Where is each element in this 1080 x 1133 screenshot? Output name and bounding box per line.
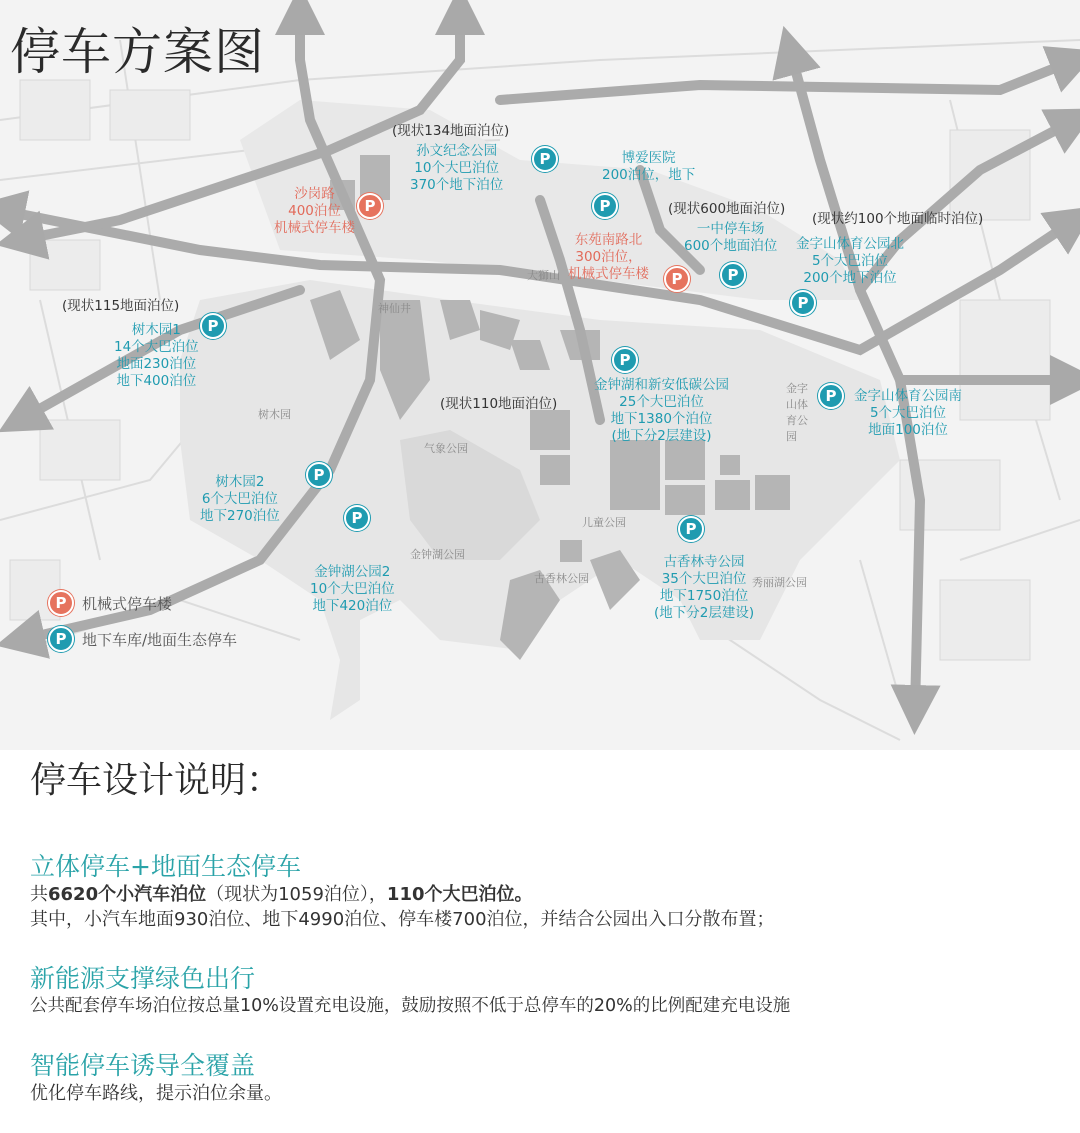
legend-label: 地下车库/地面生态停车 bbox=[82, 630, 238, 649]
parking-blue-icon[interactable]: P bbox=[306, 462, 332, 488]
shumuyuan1-label: 树木园1 14个大巴泊位 地面230泊位 地下400泊位 bbox=[114, 322, 199, 389]
guxianglin-label: 古香林寺公园 35个大巴泊位 地下1750泊位 (地下分2层建设) bbox=[654, 554, 755, 621]
status-label: (现状115地面泊位) bbox=[62, 298, 180, 314]
block-text: 其中，小汽车地面930泊位、地下4990泊位、停车楼700泊位，并结合公园出入口分散布置； bbox=[30, 909, 775, 930]
status-label: (现状约100个地面临时泊位) bbox=[812, 211, 984, 227]
dongyuan-label: 东苑南路北 300泊位， 机械式停车楼 bbox=[568, 232, 649, 282]
jinzishan-south-label: 金字山体育公园南 5个大巴泊位 地面100泊位 bbox=[854, 388, 962, 438]
block-text: 公共配套停车场泊位按总量10%设置充电设施，鼓励按照不低于总停车的20%的比例配建充电设施 bbox=[30, 996, 791, 1016]
parking-blue-icon[interactable]: P bbox=[612, 347, 638, 373]
place-name: 树木园 bbox=[258, 408, 291, 421]
block-new-energy bbox=[30, 964, 790, 1019]
sunwen-park-label: 孙文纪念公园 10个大巴泊位 370个地下泊位 bbox=[410, 143, 504, 193]
legend-item-underground bbox=[48, 626, 237, 652]
place-name: 秀丽湖公园 bbox=[752, 576, 807, 589]
parking-blue-icon[interactable]: P bbox=[344, 505, 370, 531]
block-heading: 立体停车+地面生态停车 bbox=[30, 852, 301, 881]
section-heading: 停车设计说明： bbox=[30, 760, 283, 801]
parking-red-icon[interactable]: P bbox=[357, 193, 383, 219]
block-heading: 新能源支撑绿色出行 bbox=[30, 964, 256, 993]
parking-blue-icon[interactable]: P bbox=[790, 290, 816, 316]
block-smart-guidance bbox=[30, 1051, 282, 1106]
jinzhonghu2-label: 金钟湖公园2 10个大巴泊位 地下420泊位 bbox=[310, 564, 395, 614]
status-label: (现状110地面泊位) bbox=[440, 396, 558, 412]
parking-red-icon[interactable]: P bbox=[664, 266, 690, 292]
parking-blue-icon[interactable]: P bbox=[720, 262, 746, 288]
place-name: 大獅山 bbox=[527, 269, 560, 282]
shagang-road-label: 沙岗路 400泊位 机械式停车楼 bbox=[274, 186, 355, 236]
parking-blue-icon[interactable]: P bbox=[592, 193, 618, 219]
page-title: 停车方案图 bbox=[10, 23, 265, 81]
jinzhonghu-xinan-label: 金钟湖和新安低碳公园 25个大巴泊位 地下1380个泊位 (地下分2层建设) bbox=[594, 377, 729, 444]
parking-red-icon: P bbox=[48, 590, 74, 616]
parking-blue-icon[interactable]: P bbox=[678, 516, 704, 542]
parking-blue-icon[interactable]: P bbox=[818, 383, 844, 409]
jinzishan-north-label: 金字山体育公园北 5个大巴泊位 200个地下泊位 bbox=[796, 236, 904, 286]
block-parking bbox=[30, 852, 775, 932]
block-heading: 智能停车诱导全覆盖 bbox=[30, 1051, 256, 1080]
status-label: (现状134地面泊位) bbox=[392, 123, 510, 139]
yizhong-parking-label: 一中停车场 600个地面泊位 bbox=[684, 221, 778, 254]
legend-item-mechanical bbox=[48, 590, 172, 616]
parking-blue-icon[interactable]: P bbox=[200, 313, 226, 339]
shumuyuan2-label: 树木园2 6个大巴泊位 地下270泊位 bbox=[200, 474, 280, 524]
parking-blue-icon: P bbox=[48, 626, 74, 652]
place-name: 古香林公园 bbox=[534, 572, 589, 585]
place-name: 金钟湖公园 bbox=[410, 548, 465, 561]
legend-label: 机械式停车楼 bbox=[82, 594, 173, 613]
place-name: 气象公园 bbox=[424, 442, 468, 455]
block-text: 优化停车路线，提示泊位余量。 bbox=[30, 1083, 282, 1104]
status-label: (现状600地面泊位) bbox=[668, 201, 786, 217]
parking-blue-icon[interactable]: P bbox=[532, 146, 558, 172]
block-text: 共6620个小汽车泊位（现状为1059泊位），110个大巴泊位。 bbox=[30, 884, 533, 905]
boai-hospital-label: 博爱医院 200泊位，地下 bbox=[602, 150, 696, 183]
place-name: 金字山体育公园 bbox=[786, 382, 808, 443]
place-name: 儿童公园 bbox=[582, 516, 626, 529]
place-name: 神仙井 bbox=[378, 302, 411, 315]
